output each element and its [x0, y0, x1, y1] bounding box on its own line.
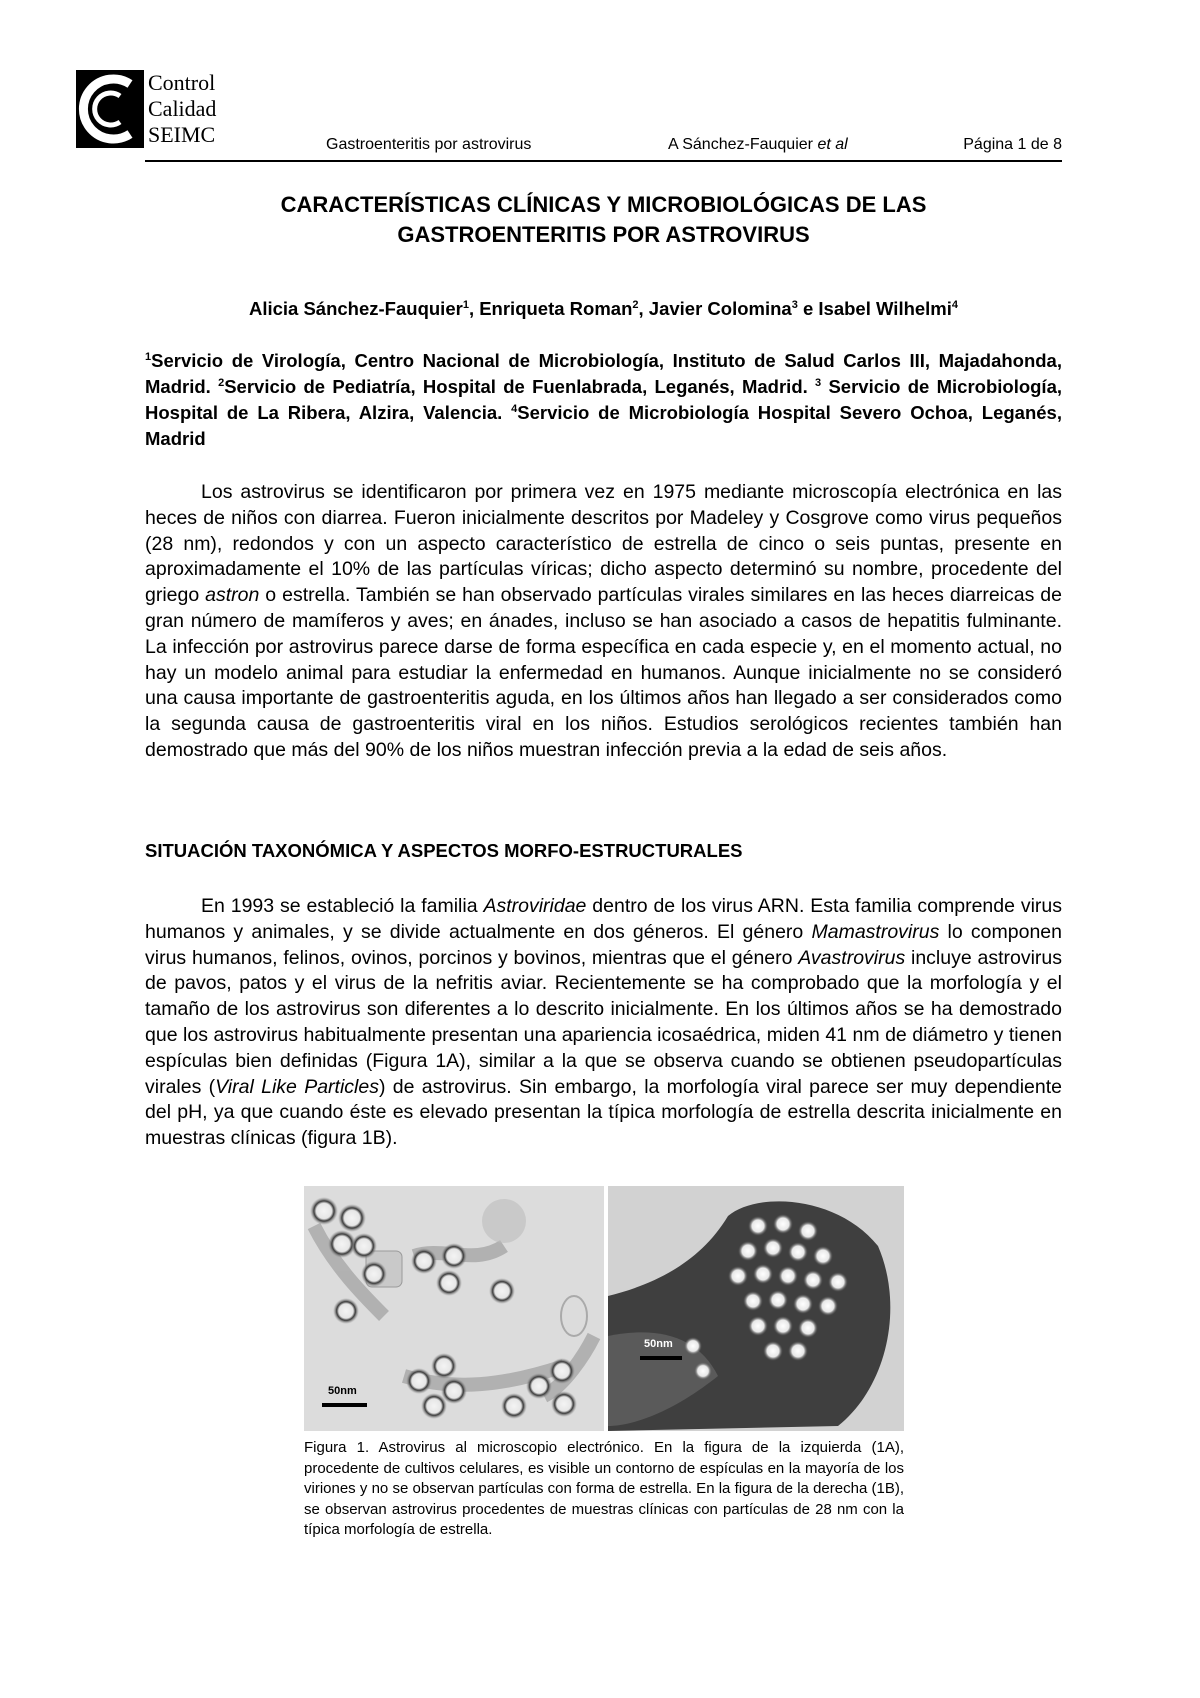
scale-bar-label-1a: 50nm	[328, 1385, 357, 1397]
header-page-number: Página 1 de 8	[963, 136, 1062, 153]
author-2: , Enriqueta Roman	[468, 298, 633, 319]
affil-4-sup: 4	[511, 402, 518, 415]
logo-c-shape	[76, 70, 144, 148]
tax-text-2: dentro de los virus ARN. Esta familia comprende virus humanos y animales, y se divide actualmente en dos géneros. El género	[145, 895, 1062, 943]
tax-text-5: ) de astrovirus. Sin embargo, la morfología viral parece ser muy dependiente del pH, ya que cuando éste es elevado presentan la típica morfología de estrella descrita inicialmente en muestras clínicas (figura 1B).	[145, 1075, 1063, 1150]
tax-text-4: incluye astrovirus de pavos, patos y el virus de la nefritis aviar. Recientemente se ha comprobado que la morfología y el tamaño de los astrovirus son diferentes a lo descrito inicialmente. En los últimos años se ha demostrado que los astrovirus habitualmente presentan una apariencia icosaédrica, miden 41 nm de diámetro y tienen espículas bien definidas (Figura 1A), similar a la que se observa cuando se obtienen pseudopartículas virales (	[145, 946, 1063, 1098]
header-et-al: et al	[817, 136, 848, 153]
taxonomy-paragraph	[145, 894, 1062, 1152]
tax-italic-mamastrovirus: Mamastrovirus	[811, 920, 940, 943]
logo-line-control: Control	[148, 70, 216, 95]
author-list	[145, 298, 1062, 320]
intro-paragraph	[145, 480, 1062, 764]
author-1: Alicia Sánchez-Fauquier	[248, 298, 463, 319]
section-heading: SITUACIÓN TAXONÓMICA Y ASPECTOS MORFO-ESTRUCTURALES	[145, 840, 743, 861]
logo-line-seimc: SEIMC	[148, 122, 216, 147]
title-line-2: GASTROENTERITIS POR ASTROVIRUS	[397, 222, 810, 247]
micrograph-1b	[608, 1186, 904, 1431]
figure-caption: Figura 1. Astrovirus al microscopio electrónico. En la figura de la izquierda (1A), procedente de cultivos celulares, es visible un contorno de espículas en la mayoría de los viriones y no se observan partículas con forma de estrella. En la figura de la derecha (1B), se observan astrovirus procedentes de muestras clínicas con partículas de 28 nm con la típica morfología de estrella.	[304, 1439, 904, 1538]
running-header	[326, 136, 1062, 158]
header-author-name: A Sánchez-Fauquier	[668, 136, 813, 153]
affil-1-sup: 1	[145, 350, 152, 363]
affil-4: Servicio de Microbiología Hospital Severo Ochoa, Leganés, Madrid	[145, 402, 1062, 449]
author-2-sup: 2	[632, 298, 639, 311]
affil-3-sup: 3	[815, 376, 822, 389]
header-authors	[668, 136, 848, 154]
header-rule	[145, 160, 1062, 162]
intro-text-2: o estrella. También se han observado partículas virales similares en las heces diarreicas de gran número de mamíferos y aves; en ánades, incluso se han asociado a casos de hepatitis fulminante. La infección por astrovirus parece darse de forma específica en cada especie y, en el momento actual, no hay un modelo animal para estudiar la enfermedad en humanos. Aunque inicialmente no se consideró una causa importante de gastroenteritis aguda, en los últimos años han llegado a ser considerados como la segunda causa de gastroenteritis viral en los niños. Estudios serológicos recientes también han demostrado que más del 90% de los niños muestran infección previa a la edad de seis años.	[145, 584, 1062, 761]
affil-3: Servicio de Microbiología, Hospital de La Ribera, Alzira, Valencia.	[145, 376, 1062, 423]
logo-line-calidad: Calidad	[148, 96, 217, 121]
scale-bar-label-1b: 50nm	[644, 1338, 673, 1350]
micrograph-1a	[304, 1186, 604, 1431]
intro-text-1: Los astrovirus se identificaron por primera vez en 1975 mediante microscopía electrónica en las heces de niños con diarrea. Fueron inicialmente descritos por Madeley y Cosgrove como virus pequeños (28 nm), redondos y con un aspecto característico de estrella de cinco o seis puntas, presente en aproximadamente el 10% de las partículas víricas; dicho aspecto determinó su nombre, procedente del griego	[145, 481, 1062, 607]
article-title	[145, 190, 1062, 250]
logo-text	[148, 70, 216, 148]
affil-2: Servicio de Pediatría, Hospital de Fuenlabrada, Leganés, Madrid.	[224, 376, 816, 397]
tax-italic-vlp: Viral Like Particles	[215, 1075, 379, 1098]
tax-italic-astroviridae: Astroviridae	[483, 895, 587, 917]
seimc-logo	[76, 70, 226, 150]
author-3-sup: 3	[791, 298, 798, 311]
affil-1: Servicio de Virología, Centro Nacional de Microbiología, Instituto de Salud Carlos III, Majadahonda, Madrid.	[145, 350, 1062, 397]
title-line-1: CARACTERÍSTICAS CLÍNICAS Y MICROBIOLÓGICAS DE LAS	[280, 192, 927, 217]
author-1-sup: 1	[462, 298, 469, 311]
tax-italic-avastrovirus: Avastrovirus	[798, 946, 906, 969]
tax-text-3: lo componen virus humanos, felinos, ovinos, porcinos y bovinos, mientras que el género	[145, 920, 1062, 969]
tax-text-1: En 1993 se estableció la familia	[201, 895, 484, 917]
author-4-sup: 4	[951, 298, 959, 311]
figure-1	[304, 1186, 904, 1431]
intro-italic-astron: astron	[205, 584, 260, 607]
affiliations	[145, 348, 1062, 452]
author-4: e Isabel Wilhelmi	[797, 298, 952, 319]
author-3: , Javier Colomina	[638, 298, 792, 319]
affil-2-sup: 2	[218, 376, 225, 389]
logo-mark	[76, 70, 144, 148]
header-topic: Gastroenteritis por astrovirus	[326, 136, 532, 153]
